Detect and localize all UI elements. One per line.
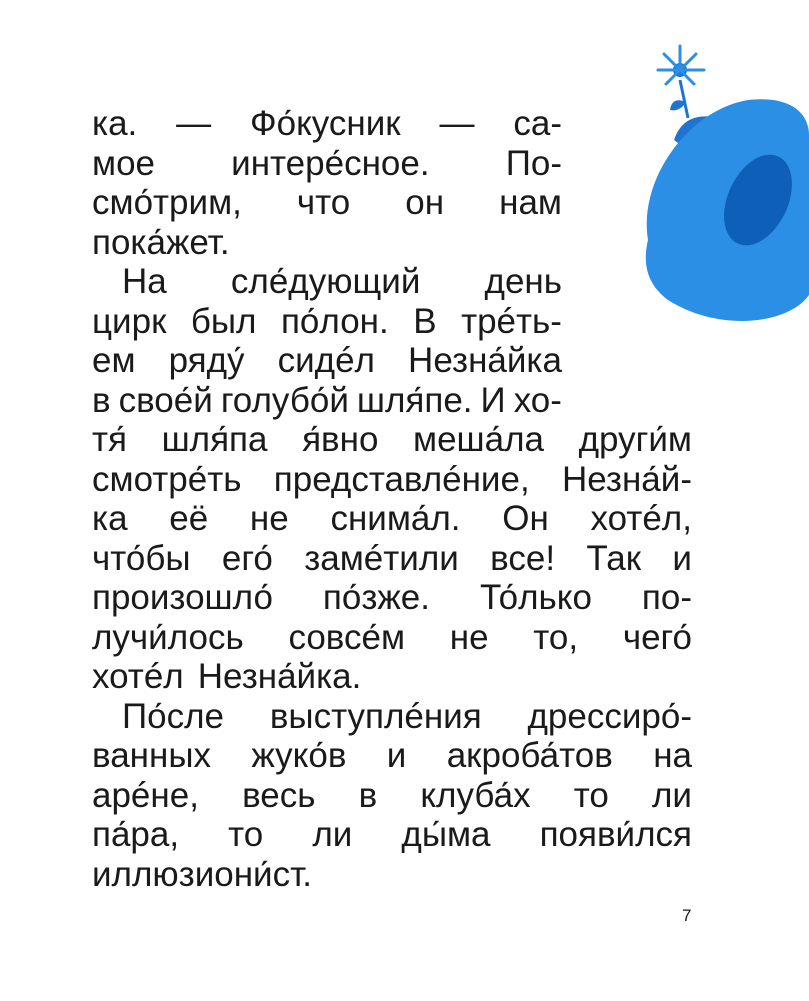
text-line: произошло́ по́зже. То́лько по- <box>92 578 692 617</box>
text-line: пока́жет. <box>92 222 230 262</box>
text-line: смо́трим, что он нам <box>92 183 562 222</box>
page-number: 7 <box>682 906 692 925</box>
text-line: что́бы его́ замéтили все! Так и <box>92 538 692 578</box>
text-line: По́сле выступлéния дрессиро́- <box>122 696 692 736</box>
text-line: па́ра, то ли ды́ма появи́лся <box>92 815 692 854</box>
text-line: ка. — Фо́кусник — са- <box>92 104 562 143</box>
text-line: в свое́й голубо́й шля́пе. И хо- <box>92 380 562 420</box>
text-line: ем ряду́ сидéл Незна́йка <box>92 341 562 380</box>
text-line: На сле́дующий день <box>122 262 562 301</box>
text-line: мое интере́сное. По- <box>92 143 562 183</box>
text-line: смотре́ть представлéние, Незна́й- <box>92 459 692 499</box>
text-line: арéне, весь в клуба́х то ли <box>92 775 692 815</box>
text-line: иллюзиони́ст. <box>92 854 312 894</box>
text-line: ка её не снима́л. Он хотéл, <box>92 499 692 538</box>
text-line: тя́ шля́па я́вно меша́ла други́м <box>92 420 692 459</box>
text-line: хотéл Незна́йка. <box>92 657 362 696</box>
hat-icon <box>646 99 809 321</box>
flower-icon <box>658 46 704 118</box>
blue-hat-illustration <box>628 40 809 340</box>
text-line: цирк был по́лон. В трéть- <box>92 301 562 341</box>
text-line: лучи́лось совсе́м не то, чего́ <box>92 617 692 657</box>
text-line: ванных жуко́в и акроба́тов на <box>92 736 692 775</box>
